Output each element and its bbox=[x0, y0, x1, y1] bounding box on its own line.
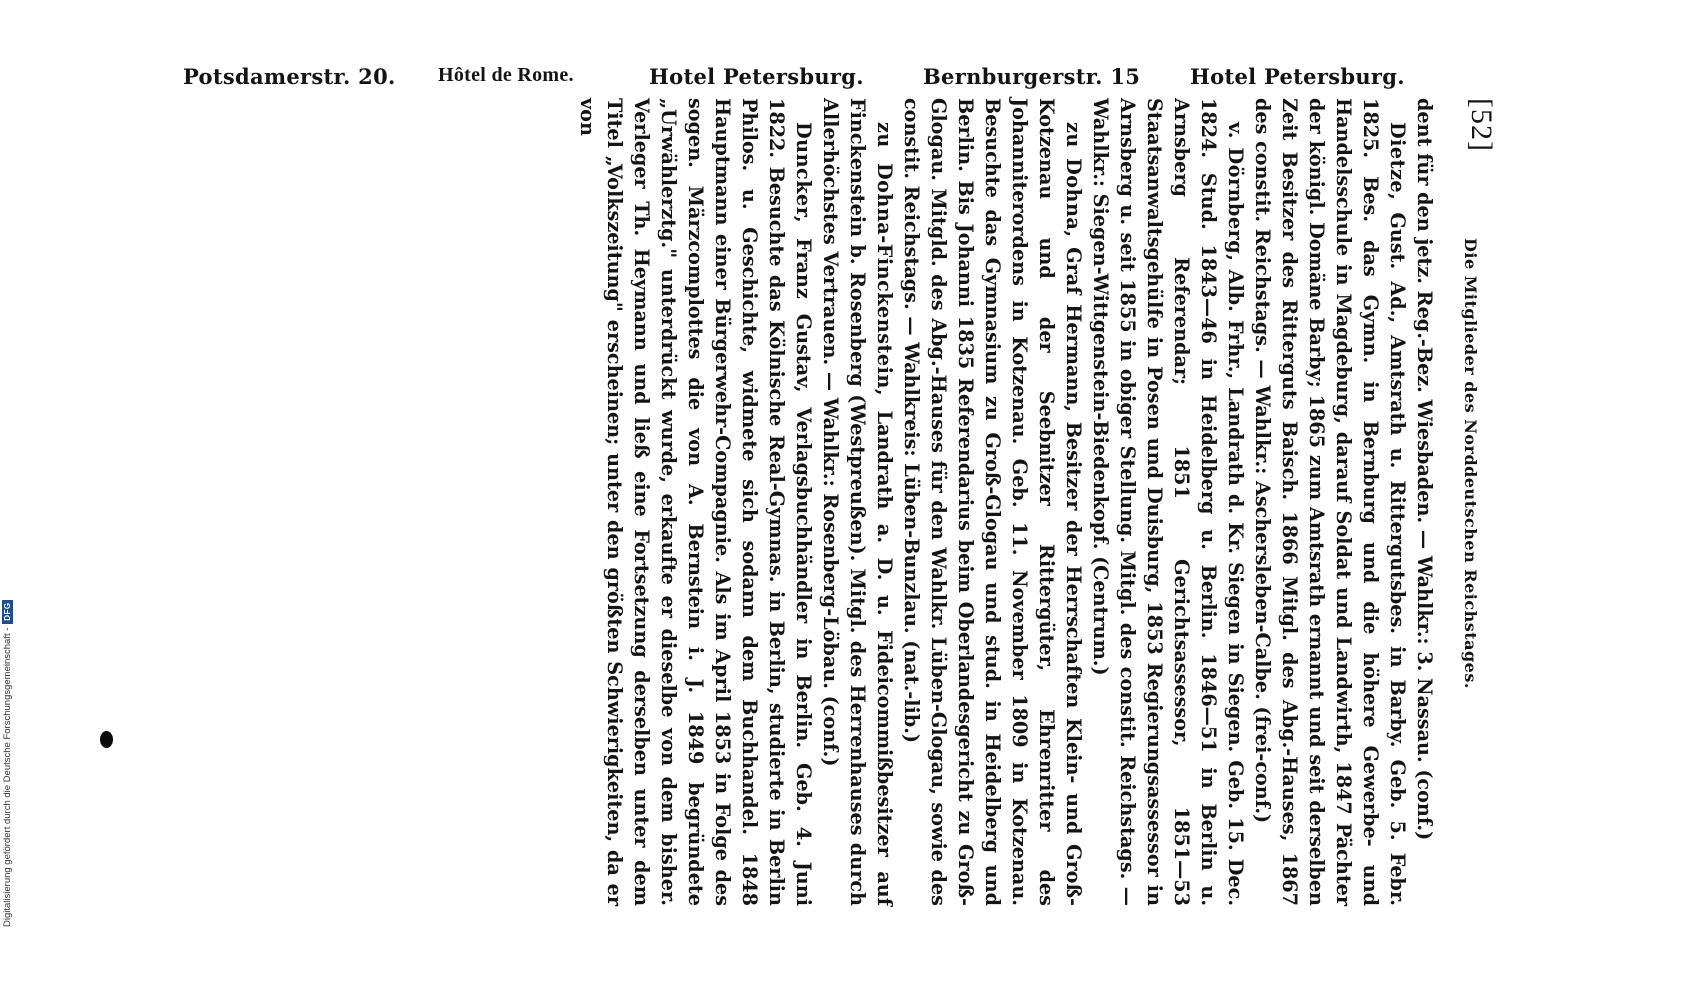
watermark-text: Digitalisierung gefördert durch die Deutsche Forschungsgemeinschaft - bbox=[1, 627, 13, 927]
ink-blot bbox=[100, 731, 113, 748]
address-label-2: Hôtel de Rome. bbox=[438, 64, 574, 86]
book-page bbox=[143, 98, 1498, 916]
address-label-3: Hotel Petersburg. bbox=[649, 64, 864, 89]
entry-name: Duncker, bbox=[792, 122, 815, 224]
entry-name: v. Dörnberg, bbox=[1224, 122, 1247, 262]
entry-text: Graf Hermann, Besitzer der Herrschaften Klein- und Groß-Kotzenau und der Seebnitzer Rittergüter, Ehrenritter des Johanniterordens in Kotzenau. Geb. 11. November 1809 in Kotzenau. Besuchte das Gymnasium zu Groß-Glogau und stud. in Heidelberg und Berlin. Bis Johanni 1835 Referendarius beim Oberlandesgericht zu Groß-Glogau. Mitgld. des Abg.-Hauses für den Wahlkr. Lüben-Glogau, sowie des constit. Reichstags. — Wahlkreis: Lüben-Bunzlau. (nat.-lib.) bbox=[900, 98, 1085, 906]
entry-paragraph bbox=[817, 98, 898, 906]
page-number: [52] bbox=[1465, 98, 1498, 152]
entry-name: Dietze, bbox=[1386, 122, 1409, 201]
entry-paragraph bbox=[898, 98, 1087, 906]
entry-name: zu Dohna, bbox=[1062, 122, 1085, 238]
running-title: Die Mitglieder des Norddeutschen Reichstages. bbox=[1461, 238, 1480, 689]
entry-text: Landrath a. D. u. Fideicommißbesitzer auf Finckenstein b. Rosenberg (Westpreußen). Mitgl. des Herrenhauses durch Allerhöchstes Vertrauen. — Wahlkr.: Rosenberg-Löbau. (conf.) bbox=[819, 98, 896, 906]
page-header bbox=[1438, 98, 1498, 916]
entry-text: Franz Gustav, Verlagsbuchhändler in Berlin. Geb. 4. Juni 1822. Besuchte das Kölnische Real-Gymnas. in Berlin, studierte in Berlin Philos. u. Geschichte, widmete sich sodann dem Buchhandel. 1848 Hauptmann einer Bürgerwehr-Compagnie. Als im April 1853 in Folge des sogen. Märzcomplottes die von A. Bernstein i. J. 1849 begründete „Urwählerztg." unterdrückt wurde, erkaufte er dieselbe von dem bisher. Verleger Th. Heymann und ließ eine Fortsetzung derselben unter dem Titel „Volkszeitung" erscheinen; unter den größten Schwierigkeiten, da er von bbox=[576, 98, 815, 906]
paragraph-text: dent für den jetz. Reg.-Bez. Wiesbaden. — Wahlkr.: 3. Nassau. (conf.) bbox=[1413, 98, 1436, 841]
page-body bbox=[574, 98, 1438, 916]
address-label-4: Bernburgerstr. 15 bbox=[923, 64, 1141, 89]
dfg-logo-icon: DFG bbox=[2, 600, 13, 624]
entry-paragraph bbox=[1249, 98, 1411, 906]
address-label-5: Hotel Petersburg. bbox=[1190, 64, 1405, 89]
paragraph-continuation bbox=[1411, 98, 1438, 906]
entry-text: Gust. Ad., Amtsrath u. Rittergutsbes. in Barby. Geb. 5. Febr. 1825. Bes. das Gymn. in Bernburg und die höhere Gewerbe- und Handelsschule in Magdeburg, darauf Soldat und Landwirth, 1847 Pächter der königl. Domäne Barby; 1865 zum Amtsrath ernannt und seit derselben Zeit Besitzer des Ritterguts Baisch. 1866 Mitgl. des Abg.-Hauses, 1867 des constit. Reichstags. — Wahlkr.: Aschersleben-Calbe. (frei-conf.) bbox=[1251, 98, 1409, 906]
entry-paragraph bbox=[1087, 98, 1249, 906]
entry-text: Alb. Frhr., Landrath d. Kr. Siegen in Siegen. Geb. 15. Dec. 1824. Stud. 1843—46 in Heidelberg u. Berlin. 1846—51 in Berlin u. Arnsberg Referendar; 1851 Gerichtsassessor, 1851—53 Staatsanwaltsgehülfe in Posen und Duisburg, 1853 Regierungsassessor in Arnsberg u. seit 1855 in obiger Stellung. Mitgl. des constit. Reichstags. — Wahlkr.: Siegen-Wittgenstein-Biedenkopf. (Centrum.) bbox=[1089, 98, 1247, 907]
digitization-watermark bbox=[1, 565, 13, 927]
address-label-1: Potsdamerstr. 20. bbox=[183, 64, 396, 89]
entry-paragraph bbox=[574, 98, 817, 906]
entry-name: zu Dohna-Finckenstein, bbox=[873, 122, 896, 396]
